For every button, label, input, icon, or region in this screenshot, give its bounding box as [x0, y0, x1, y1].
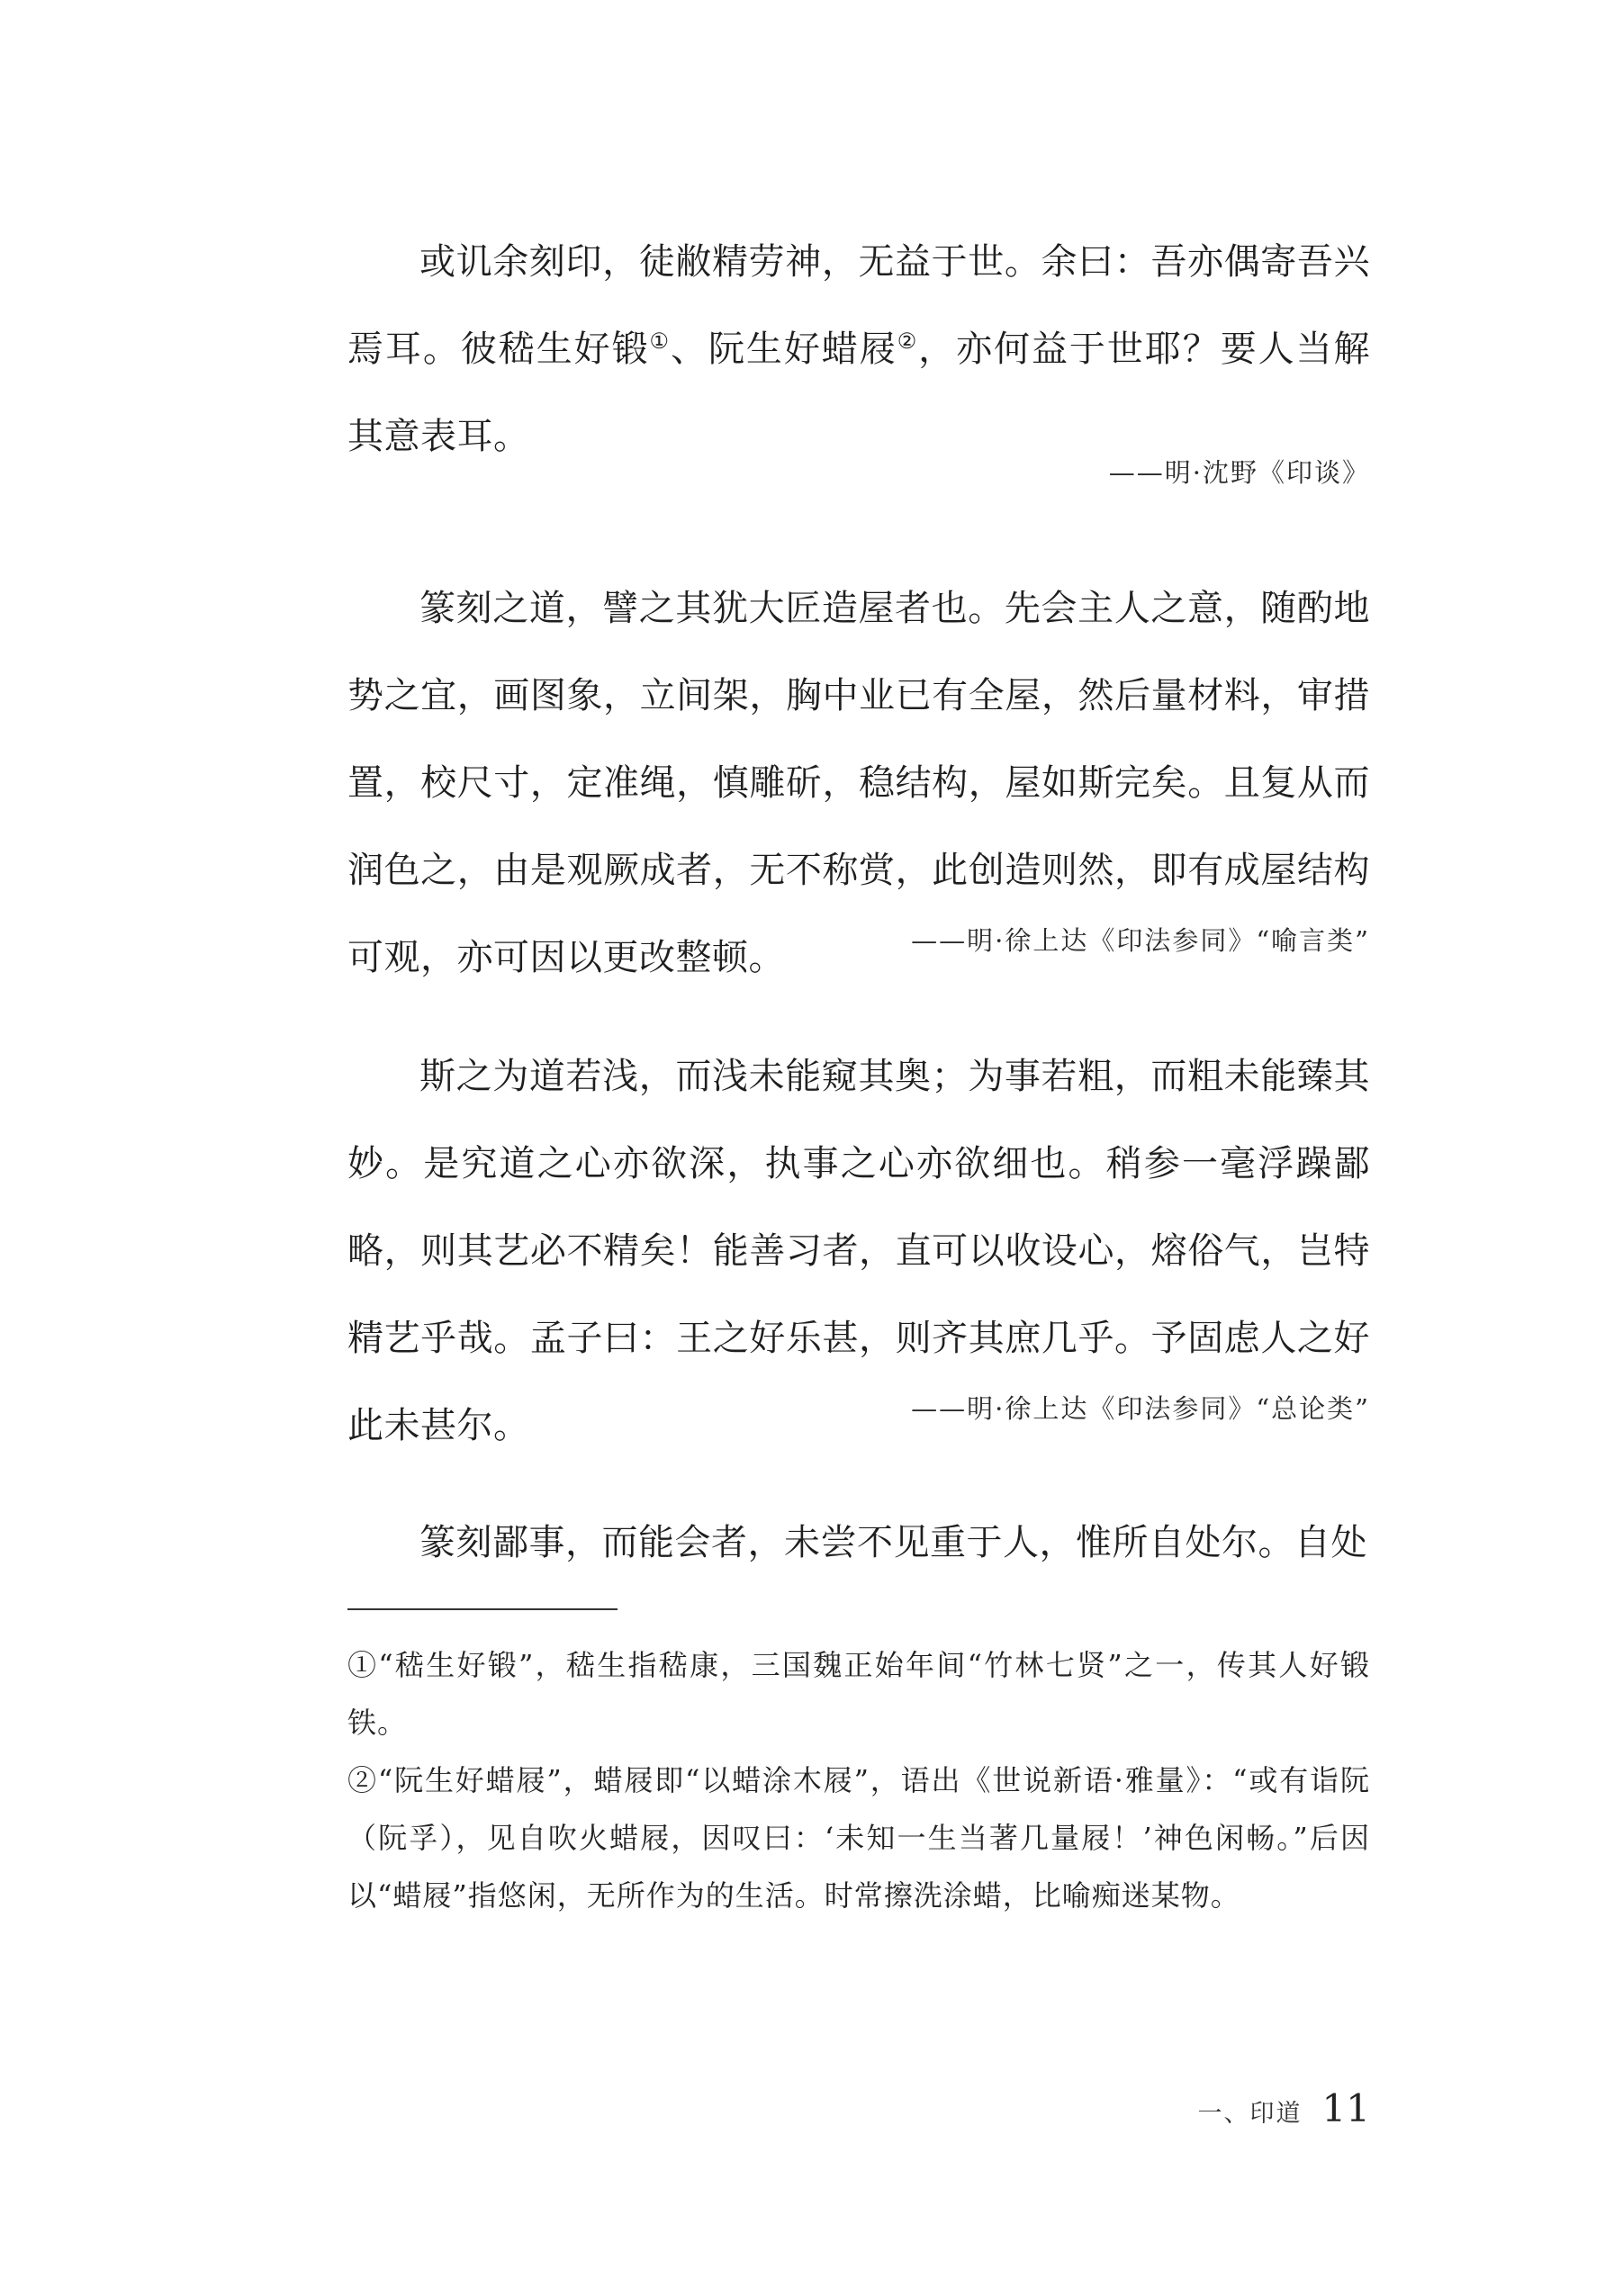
section-title: 一、印道	[1197, 2100, 1303, 2128]
passage-2: 篆刻之道，譬之其犹大匠造屋者也。先会主人之意，随酌地势之宜，画图象，立间架，胸中业已有全屋，然后量材料，审措置，校尺寸，定准绳，慎雕斫，稳结构，屋如斯完矣。且复从而润色之，由是观厥成者，无不称赏，此创造则然，即有成屋结构可观，亦可因以更改整顿。	[347, 588, 1370, 978]
page-number: 11	[1321, 2086, 1370, 2130]
passage-1	[347, 219, 1370, 481]
passage-2-attribution: ——明·徐上达《印法参同》“喻言类”	[911, 925, 1370, 956]
passage-3-attribution: ——明·徐上达《印法参同》“总论类”	[911, 1393, 1370, 1424]
passage-4: 篆刻鄙事，而能会者，未尝不见重于人，惟所自处尔。自处	[419, 1522, 1367, 1563]
footnote-1: ①“嵇生好锻”，嵇生指嵇康，三国魏正始年间“竹林七贤”之一，传其人好锻铁。	[347, 1648, 1370, 1740]
passage-1-text-b: 、阮生好蜡屐	[671, 329, 897, 370]
footnote-2: ②“阮生好蜡屐”，蜡屐即“以蜡涂木屐”，语出《世说新语·雅量》：“或有诣阮（阮孚），见自吹火蜡屐，因叹曰：‘未知一生当著几量屐！’神色闲畅。”后因以“蜡屐”指悠闲，无所作为的生活。时常擦洗涂蜡，比喻痴迷某物。	[347, 1763, 1370, 1913]
page-footer	[1198, 2086, 1370, 2140]
passage-1-attribution: ——明·沈野《印谈》	[1108, 457, 1370, 488]
footnote-ref-2[interactable]: ②	[897, 329, 919, 354]
passage-3: 斯之为道若浅，而浅未能窥其奥；为事若粗，而粗未能臻其妙。是究道之心亦欲深，执事之心亦欲细也。稍参一毫浮躁鄙略，则其艺必不精矣！能善习者，直可以收设心，熔俗气，岂特精艺乎哉。孟子曰：王之好乐甚，则齐其庶几乎。予固虑人之好此未甚尔。	[347, 1056, 1370, 1446]
passage-1-text-c: ，亦何益于世耶？要人当解其意表耳。	[347, 329, 1371, 457]
footnote-ref-1[interactable]: ①	[649, 329, 672, 354]
footnote-divider	[347, 1608, 618, 1610]
passage-1-text-a: 或讥余刻印，徒敝精劳神，无益于世。余曰：吾亦偶寄吾兴焉耳。彼嵇生好锻	[347, 241, 1370, 370]
